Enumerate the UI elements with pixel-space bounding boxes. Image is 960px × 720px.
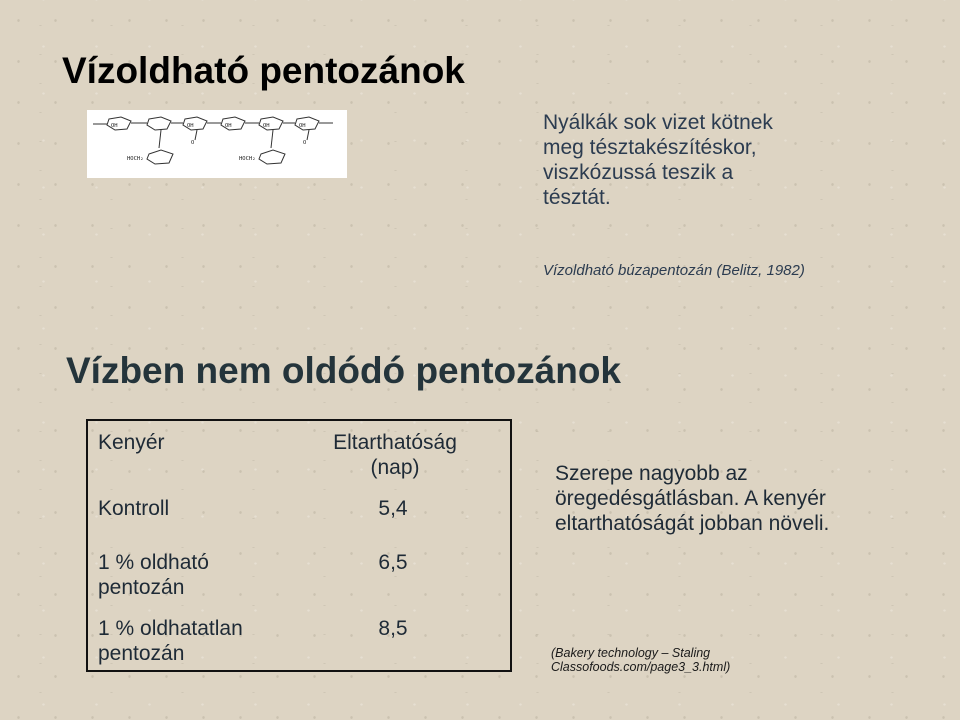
description-line: viszkózussá teszik a xyxy=(543,161,734,184)
table-row-label: 1 % oldhatatlan pentozán xyxy=(98,617,243,665)
reference-line: (Bakery technology – Staling xyxy=(551,646,711,660)
role-description: Szerepe nagyobb az öregedésgátlásban. A kenyér eltarthatóságát jobban növeli. xyxy=(555,462,830,535)
reference-line: Classofoods.com/page3_3.html) xyxy=(551,660,731,674)
structure-fragment: O xyxy=(191,140,195,146)
pentosan-structure-image xyxy=(87,110,347,178)
table-row-label: 1 % oldható pentozán xyxy=(98,551,209,599)
section-subtitle: Vízben nem oldódó pentozánok xyxy=(66,350,621,391)
table-header-bread: Kenyér xyxy=(98,431,165,454)
structure-fragment: O xyxy=(303,140,307,146)
structure-fragment: OH xyxy=(263,123,270,129)
table-row-value: 6,5 xyxy=(378,551,408,574)
description-text xyxy=(543,110,843,210)
table-row-value: 8,5 xyxy=(378,617,408,640)
table-row-label: Kontroll xyxy=(98,497,170,520)
structure-fragment: OH xyxy=(187,123,194,129)
structure-fragment: OH xyxy=(299,123,306,129)
table-row-value: 5,4 xyxy=(378,497,408,520)
description-line: meg tésztakészítéskor, xyxy=(543,136,757,159)
slide-title: Vízoldható pentozánok xyxy=(62,50,465,91)
structure-fragment: HOCH₂ xyxy=(127,156,144,162)
reference-text xyxy=(551,646,881,674)
structure-caption: Vízoldható búzapentozán (Belitz, 1982) xyxy=(543,262,805,279)
structure-fragment: OH xyxy=(111,123,118,129)
structure-fragment: HOCH₂ xyxy=(239,156,256,162)
shelf-life-table xyxy=(86,419,512,672)
table-header-shelf-life: Eltarthatóság (nap) xyxy=(333,431,457,479)
description-line: tésztát. xyxy=(543,186,611,209)
structure-fragment: OH xyxy=(225,123,232,129)
description-line: Nyálkák sok vizet kötnek xyxy=(543,111,773,134)
pentosan-structure-drawing xyxy=(87,110,347,178)
